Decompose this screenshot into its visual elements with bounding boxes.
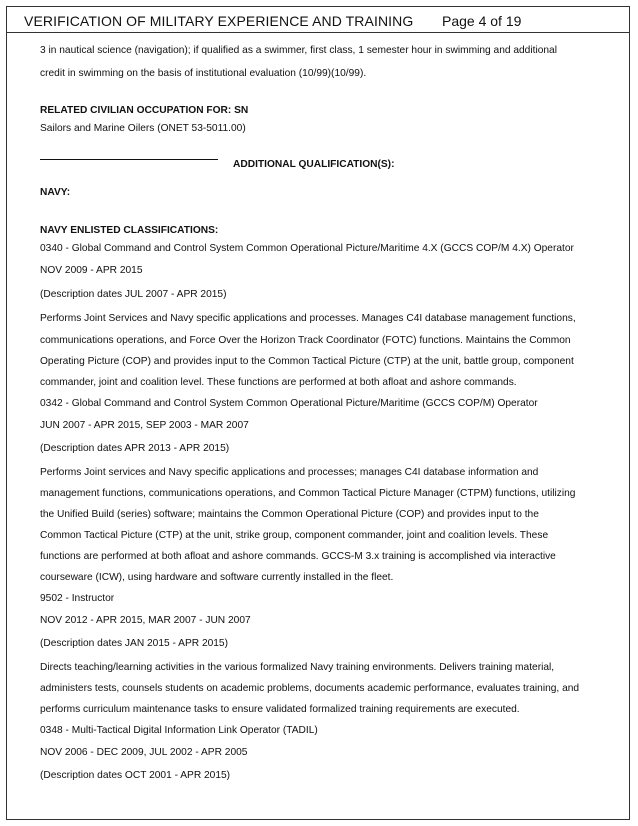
entry-title: 0340 - Global Command and Control System Common Operational Picture/Maritime 4.X (GCCS COP/M 4.X) Operator: [40, 243, 574, 254]
entry-dates: NOV 2012 - APR 2015, MAR 2007 - JUN 2007: [40, 615, 251, 626]
document-title: VERIFICATION OF MILITARY EXPERIENCE AND TRAINING: [24, 13, 414, 29]
navy-heading: NAVY:: [40, 187, 71, 198]
entry-description-line: commander, joint and coalition level. These functions are performed at both afloat and ashore commands.: [40, 377, 517, 388]
related-civilian-heading: RELATED CIVILIAN OCCUPATION FOR: SN: [40, 105, 249, 116]
related-civilian-value: Sailors and Marine Oilers (ONET 53-5011.00): [40, 123, 246, 134]
entry-description-dates: (Description dates JAN 2015 - APR 2015): [40, 638, 228, 649]
entry-description-line: Common Tactical Picture (CTP) at the unit, strike group, component commander, joint and coalition levels. These: [40, 530, 549, 541]
entry-title: 9502 - Instructor: [40, 593, 115, 604]
entry-description-line: Directs teaching/learning activities in the various formalized Navy training environments. Delivers training material,: [40, 662, 555, 673]
entry-dates: NOV 2006 - DEC 2009, JUL 2002 - APR 2005: [40, 747, 248, 758]
entry-description-dates: (Description dates OCT 2001 - APR 2015): [40, 770, 231, 781]
entry-description-line: courseware (ICW), using hardware and software currently installed in the fleet.: [40, 572, 394, 583]
entry-title: 0342 - Global Command and Control System Common Operational Picture/Maritime (GCCS COP/M) Operator: [40, 398, 538, 409]
entry-dates: NOV 2009 - APR 2015: [40, 265, 143, 276]
entry-title: 0348 - Multi-Tactical Digital Information Link Operator (TADIL): [40, 725, 318, 736]
entry-description-line: Operating Picture (COP) and provides input to the Common Tactical Picture (CTP) at the unit, battle group, component: [40, 356, 574, 367]
underline-rule: [40, 159, 218, 160]
entry-description-line: functions are performed at both afloat and ashore commands. GCCS-M 3.x training is accomplished via interactive: [40, 551, 556, 562]
page-header: [7, 7, 629, 33]
entry-description-line: administers tests, counsels students on academic problems, documents academic performance, evaluates training, and: [40, 683, 580, 694]
entry-description-dates: (Description dates JUL 2007 - APR 2015): [40, 289, 227, 300]
page-number: Page 4 of 19: [442, 13, 522, 29]
entry-description-dates: (Description dates APR 2013 - APR 2015): [40, 443, 230, 454]
intro-line-1: 3 in nautical science (navigation); if qualified as a swimmer, first class, 1 semester hour in swimming and additional: [40, 45, 557, 56]
entry-description-line: communications operations, and Force Over the Horizon Track Coordinator (FOTC) functions. Maintains the Common: [40, 335, 571, 346]
entry-description-line: Performs Joint services and Navy specific applications and processes; manages C4I database information and: [40, 467, 539, 478]
entry-description-line: the Unified Build (series) software; maintains the Common Operational Picture (COP) and provides input to the: [40, 509, 539, 520]
entry-description-line: management functions, communications operations, and Common Tactical Picture Manager (CTPM) functions, utilizing: [40, 488, 576, 499]
entry-description-line: performs curriculum maintenance tasks to ensure validated formalized training requirements are executed.: [40, 704, 520, 715]
entry-description-line: Performs Joint Services and Navy specific applications and processes. Manages C4I database management functions,: [40, 313, 576, 324]
document-page: [6, 6, 630, 820]
navy-classifications-heading: NAVY ENLISTED CLASSIFICATIONS:: [40, 225, 219, 236]
entry-dates: JUN 2007 - APR 2015, SEP 2003 - MAR 2007: [40, 420, 249, 431]
additional-qualifications-heading: ADDITIONAL QUALIFICATION(S):: [233, 159, 395, 170]
intro-line-2: credit in swimming on the basis of institutional evaluation (10/99)(10/99).: [40, 68, 367, 79]
